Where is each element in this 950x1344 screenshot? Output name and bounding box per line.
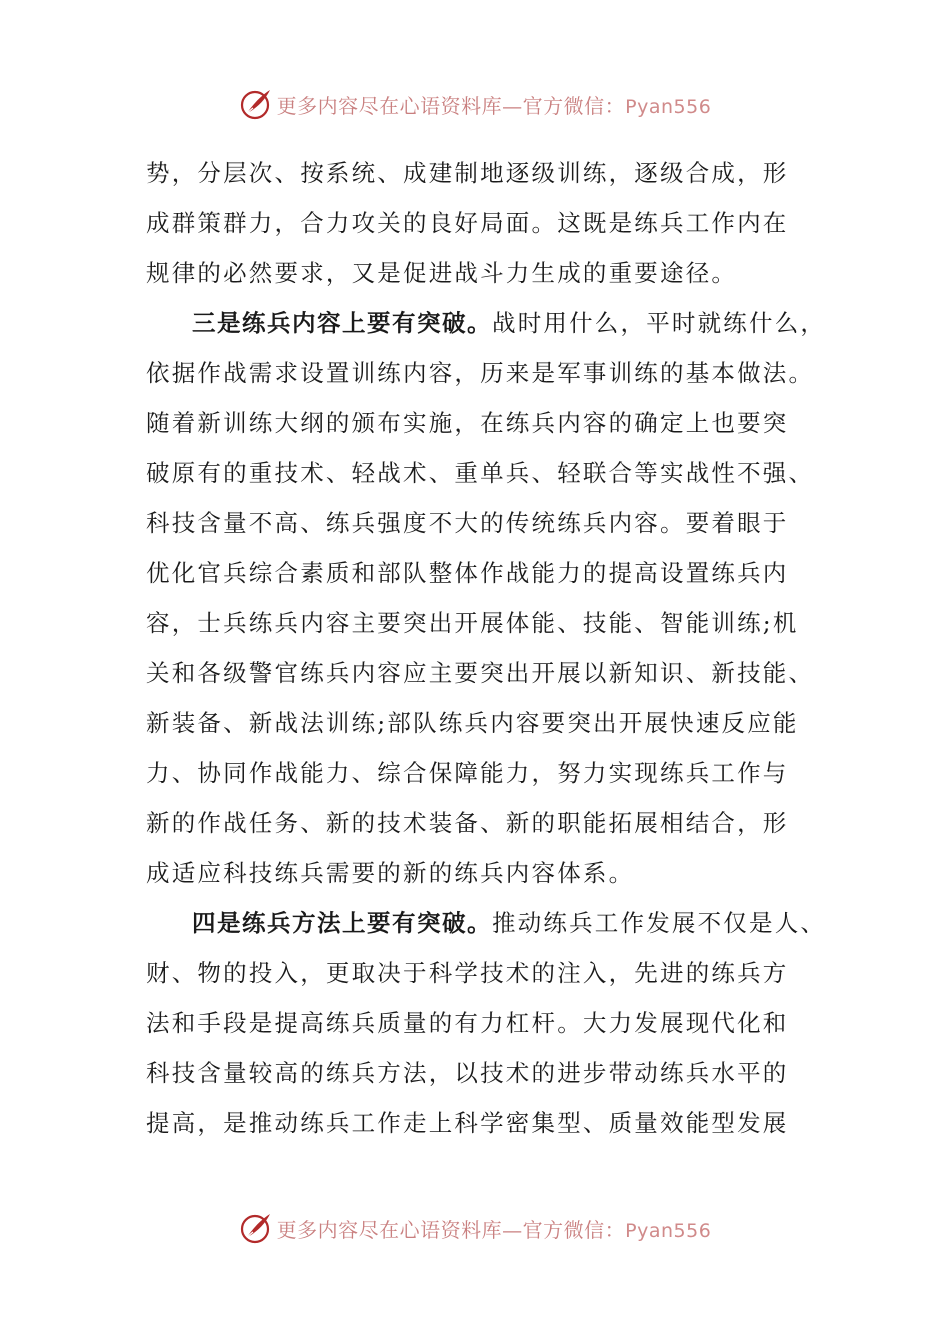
quill-logo-icon <box>239 87 273 121</box>
paragraph-start-line: 四是练兵方法上要有突破。推动练兵工作发展不仅是人、 <box>192 909 827 937</box>
text-line: 破原有的重技术、轻战术、重单兵、轻联合等实战性不强、 <box>146 459 815 487</box>
banner-text: 更多内容尽在心语资料库—官方微信：Pyan556 <box>276 1217 712 1242</box>
quill-logo-icon <box>239 1211 273 1245</box>
text-line: 科技含量较高的练兵方法，以技术的进步带动练兵水平的 <box>146 1059 789 1087</box>
paragraph-start-line: 三是练兵内容上要有突破。战时用什么，平时就练什么， <box>192 309 827 337</box>
text-line: 财、物的投入，更取决于科学技术的注入，先进的练兵方 <box>146 959 789 987</box>
text-line: 随着新训练大纲的颁布实施，在练兵内容的确定上也要突 <box>146 409 789 437</box>
text-line: 成群策群力，合力攻关的良好局面。这既是练兵工作内在 <box>146 209 789 237</box>
footer-banner <box>0 1208 950 1248</box>
text-line: 科技含量不高、练兵强度不大的传统练兵内容。要着眼于 <box>146 509 789 537</box>
text-line: 成适应科技练兵需要的新的练兵内容体系。 <box>146 859 635 887</box>
text-line: 优化官兵综合素质和部队整体作战能力的提高设置练兵内 <box>146 559 789 587</box>
banner-text: 更多内容尽在心语资料库—官方微信：Pyan556 <box>276 93 712 118</box>
text-line: 新装备、新战法训练;部队练兵内容要突出开展快速反应能 <box>146 709 799 737</box>
text-line: 提高，是推动练兵工作走上科学密集型、质量效能型发展 <box>146 1109 789 1137</box>
text-line: 势，分层次、按系统、成建制地逐级训练，逐级合成，形 <box>146 159 789 187</box>
paragraph-heading: 三是练兵内容上要有突破。 <box>192 309 492 337</box>
wechat-id: Pyan556 <box>625 95 712 118</box>
wechat-id: Pyan556 <box>625 1219 712 1242</box>
text-line: 力、协同作战能力、综合保障能力，努力实现练兵工作与 <box>146 759 789 787</box>
header-banner <box>0 84 950 124</box>
text-line: 规律的必然要求，又是促进战斗力生成的重要途径。 <box>146 259 738 287</box>
text-line: 容，士兵练兵内容主要突出开展体能、技能、智能训练;机 <box>146 609 799 637</box>
text-line: 关和各级警官练兵内容应主要突出开展以新知识、新技能、 <box>146 659 815 687</box>
paragraph-heading: 四是练兵方法上要有突破。 <box>192 909 492 937</box>
document-body <box>146 148 826 1148</box>
text-line: 新的作战任务、新的技术装备、新的职能拓展相结合，形 <box>146 809 789 837</box>
text-line: 法和手段是提高练兵质量的有力杠杆。大力发展现代化和 <box>146 1009 789 1037</box>
text-line: 依据作战需求设置训练内容，历来是军事训练的基本做法。 <box>146 359 815 387</box>
